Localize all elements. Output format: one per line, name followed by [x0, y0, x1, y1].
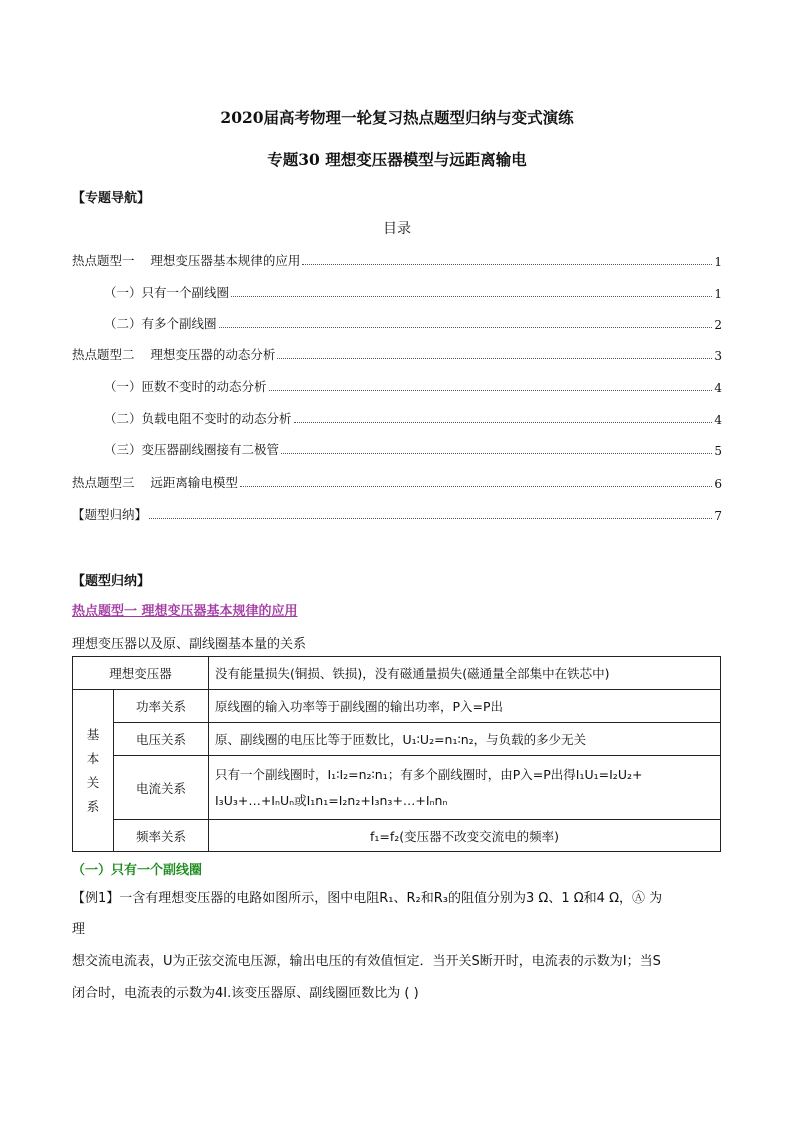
table-cell-label: 电压关系: [114, 723, 209, 756]
table-row: [73, 657, 721, 690]
hot-topic-one-heading[interactable]: 热点题型一 理想变压器基本规律的应用: [72, 604, 298, 619]
example-line: 想交流电流表，U为正弦交流电压源，输出电压的有效值恒定．当开关S断开时，电流表的示数为I；当S: [72, 954, 661, 969]
toc-page-number: 7: [714, 509, 722, 523]
toc-entry-label: 热点题型三 远距离输电模型: [72, 475, 238, 490]
toc-leader-dots: [240, 486, 712, 487]
toc-page-number: 5: [714, 444, 722, 458]
group-label: [73, 690, 114, 852]
toc-entry[interactable]: [72, 440, 722, 458]
example-line: 【例1】一含有理想变压器的电路如图所示，图中电阻R₁、R₂和R₃的阻值分别为3 Ω、1 Ω和4 Ω，Ⓐ 为: [72, 891, 663, 906]
table-row: [73, 756, 721, 820]
group-label-char: 关: [86, 774, 100, 790]
toc-entry[interactable]: [72, 251, 722, 269]
nav-heading: 【专题导航】: [72, 191, 151, 206]
toc-entry[interactable]: [72, 505, 722, 523]
table-row: [73, 820, 721, 852]
toc-leader-dots: [231, 296, 712, 297]
group-label-char: 基: [86, 726, 100, 742]
toc-heading: 目录: [383, 221, 411, 237]
toc-entry-label: 热点题型一 理想变压器基本规律的应用: [72, 253, 301, 268]
subsection-heading: （一）只有一个副线圈: [72, 863, 203, 878]
toc-leader-dots: [302, 264, 712, 265]
toc-entry[interactable]: [72, 377, 722, 395]
toc-entry-label: （二）负载电阻不变时的动态分析: [104, 411, 292, 426]
table-cell-text: f₁=f₂(变压器不改变交流电的频率): [209, 820, 721, 852]
toc-entry[interactable]: [72, 473, 722, 491]
table-intro: 理想变压器以及原、副线圈基本量的关系: [72, 637, 307, 652]
toc-leader-dots: [277, 358, 712, 359]
toc-entry-label: （三）变压器副线圈接有二极管: [104, 442, 280, 457]
toc-page-number: 3: [714, 349, 722, 363]
toc-leader-dots: [149, 518, 712, 519]
group-label-char: 本: [86, 750, 100, 766]
example-line: 闭合时，电流表的示数为4I.该变压器原、副线圈匝数比为 ( ): [72, 986, 419, 1001]
table-cell-text: 原线圈的输入功率等于副线圈的输出功率，P入=P出: [209, 690, 721, 723]
table-row: [73, 690, 721, 723]
toc-leader-dots: [281, 453, 712, 454]
summary-heading: 【题型归纳】: [72, 574, 151, 589]
table-cell-text: 没有能量损失(铜损、铁损)，没有磁通量损失(磁通量全部集中在铁芯中): [209, 657, 721, 690]
table-cell-label: 功率关系: [114, 690, 209, 723]
document-title: 2020届高考物理一轮复习热点题型归纳与变式演练: [220, 108, 574, 127]
table-cell-text: [209, 756, 721, 820]
toc-page-number: 1: [714, 255, 722, 269]
toc-entry-label: 热点题型二 理想变压器的动态分析: [72, 347, 276, 362]
toc-entry[interactable]: [72, 283, 722, 301]
table-row: [73, 723, 721, 756]
vertical-label: [79, 723, 107, 819]
table-cell-text: 原、副线圈的电压比等于匝数比，U₁∶U₂=n₁∶n₂，与负载的多少无关: [209, 723, 721, 756]
table-cell-label: 电流关系: [114, 756, 209, 820]
toc-page-number: 6: [714, 477, 722, 491]
toc-leader-dots: [269, 390, 713, 391]
document-subtitle: 专题30 理想变压器模型与远距离输电: [267, 150, 527, 169]
toc-page-number: 4: [714, 381, 722, 395]
current-line-1: 只有一个副线圈时，I₁∶I₂=n₂∶n₁；有多个副线圈时，由P入=P出得I₁U₁=I₂U₂+: [215, 766, 643, 782]
table-cell-label: 理想变压器: [73, 657, 209, 690]
toc-entry[interactable]: [72, 409, 722, 427]
current-line-2: I₃U₃+…+IₙUₙ或I₁n₁=I₂n₂+I₃n₃+…+Iₙnₙ: [215, 792, 448, 808]
toc-entry-label: （一）匝数不变时的动态分析: [104, 379, 267, 394]
relations-table: [72, 656, 721, 852]
group-label-char: 系: [86, 798, 100, 814]
example-line: 理: [72, 922, 86, 937]
toc-leader-dots: [219, 327, 713, 328]
toc-entry-label: 【题型归纳】: [72, 507, 148, 522]
toc-page-number: 1: [714, 287, 722, 301]
toc-entry[interactable]: [72, 314, 722, 332]
toc-page-number: 4: [714, 413, 722, 427]
toc-entry-label: （一）只有一个副线圈: [104, 285, 230, 300]
toc-leader-dots: [294, 422, 713, 423]
table-cell-label: 频率关系: [114, 820, 209, 852]
toc-entry-label: （二）有多个副线圈: [104, 316, 217, 331]
toc-page-number: 2: [714, 318, 722, 332]
toc-entry[interactable]: [72, 345, 722, 363]
